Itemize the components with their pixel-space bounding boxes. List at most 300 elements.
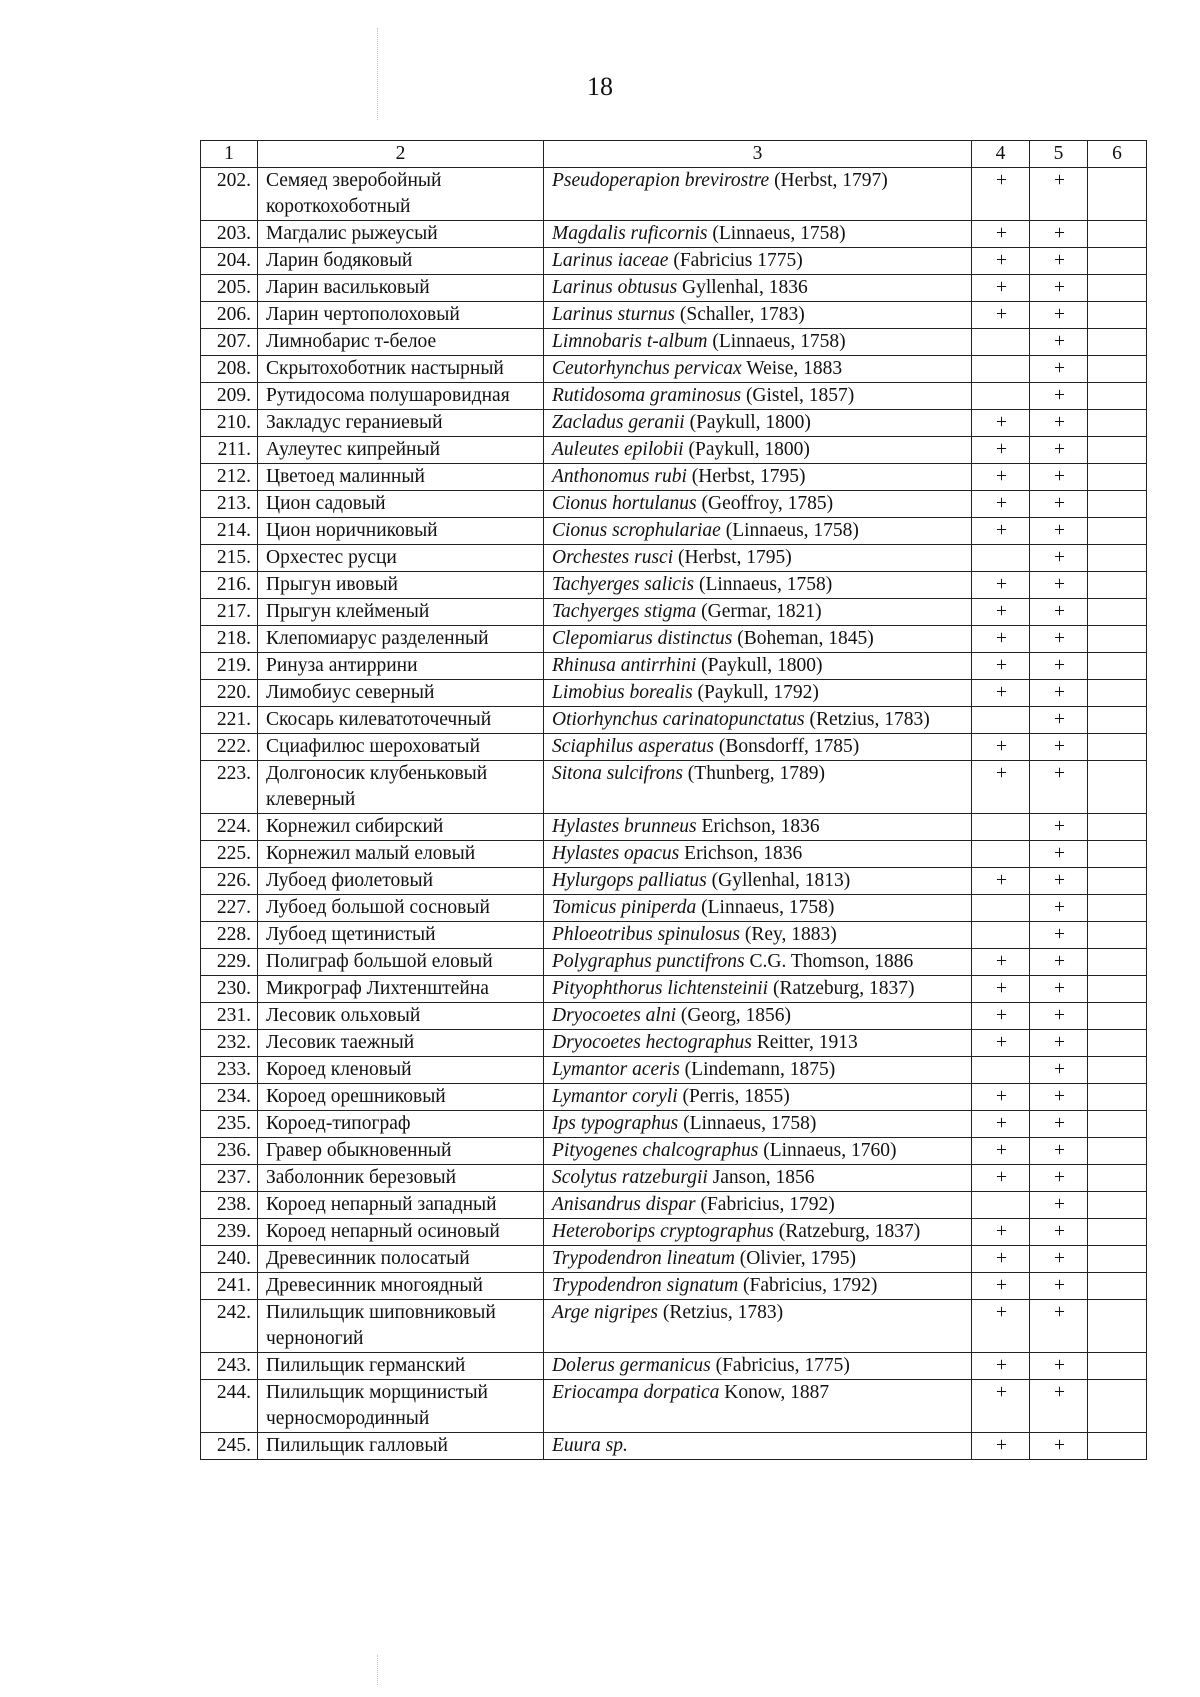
table-row (201, 1057, 1147, 1084)
latin-name-cell (544, 383, 972, 410)
author-year: (Retzius, 1783) (662, 1302, 784, 1323)
latin-name: Cionus hortulanus (552, 493, 697, 514)
column-6-mark (1088, 168, 1147, 221)
latin-name-cell (544, 437, 972, 464)
author-year: (Georg, 1856) (680, 1005, 792, 1026)
column-6-mark (1088, 707, 1147, 734)
column-5-mark: + (1030, 1300, 1088, 1353)
column-5-mark: + (1030, 248, 1088, 275)
column-6-mark (1088, 464, 1147, 491)
latin-name: Lymantor coryli (552, 1086, 678, 1107)
column-4-mark: + (972, 1138, 1030, 1165)
row-number: 237. (201, 1165, 258, 1192)
table-row (201, 329, 1147, 356)
table-row (201, 841, 1147, 868)
latin-name-cell (544, 922, 972, 949)
column-4-mark: + (972, 572, 1030, 599)
author-year: (Ratzeburg, 1837) (778, 1221, 921, 1242)
column-5-mark: + (1030, 653, 1088, 680)
latin-name: Trypodendron signatum (552, 1275, 739, 1296)
latin-name-cell (544, 707, 972, 734)
column-4-mark: + (972, 302, 1030, 329)
column-6-mark (1088, 302, 1147, 329)
author-year: (Fabricius 1775) (673, 250, 803, 271)
row-number: 216. (201, 572, 258, 599)
russian-name: Пилильщик шиповниковый черноногий (258, 1300, 544, 1353)
latin-name-cell (544, 1300, 972, 1353)
column-4-mark: + (972, 1246, 1030, 1273)
latin-name: Arge nigripes (552, 1302, 658, 1323)
row-number: 223. (201, 761, 258, 814)
russian-name: Скрытохоботник настырный (258, 356, 544, 383)
column-5-mark: + (1030, 1165, 1088, 1192)
column-6-mark (1088, 1219, 1147, 1246)
latin-name-cell (544, 1433, 972, 1460)
russian-name: Клепомиарус разделенный (258, 626, 544, 653)
latin-name: Limnobaris t-album (552, 331, 708, 352)
author-year: (Linnaeus, 1758) (712, 331, 846, 352)
russian-name: Цветоед малинный (258, 464, 544, 491)
row-number: 213. (201, 491, 258, 518)
russian-name: Лубоед щетинистый (258, 922, 544, 949)
table-row (201, 356, 1147, 383)
russian-name: Долгоносик клубеньковый клеверный (258, 761, 544, 814)
author-year: (Olivier, 1795) (739, 1248, 856, 1269)
header-col-6: 6 (1088, 141, 1147, 168)
table-row (201, 1300, 1147, 1353)
column-5-mark: + (1030, 1138, 1088, 1165)
latin-name-cell (544, 329, 972, 356)
column-6-mark (1088, 976, 1147, 1003)
header-row (201, 141, 1147, 168)
column-4-mark: + (972, 976, 1030, 1003)
latin-name: Ips typographus (552, 1113, 679, 1134)
latin-name-cell (544, 1138, 972, 1165)
column-6-mark (1088, 680, 1147, 707)
row-number: 212. (201, 464, 258, 491)
russian-name: Цион садовый (258, 491, 544, 518)
author-year: C.G. Thomson, 1886 (749, 951, 914, 972)
russian-name: Магдалис рыжеусый (258, 221, 544, 248)
table-row (201, 1353, 1147, 1380)
russian-name: Пилильщик германский (258, 1353, 544, 1380)
column-5-mark: + (1030, 356, 1088, 383)
column-4-mark: + (972, 464, 1030, 491)
column-6-mark (1088, 761, 1147, 814)
column-6-mark (1088, 895, 1147, 922)
russian-name: Заболонник березовый (258, 1165, 544, 1192)
species-table (200, 140, 1147, 1460)
row-number: 220. (201, 680, 258, 707)
author-year: (Thunberg, 1789) (687, 763, 825, 784)
latin-name: Tomicus piniperda (552, 897, 697, 918)
column-6-mark (1088, 1353, 1147, 1380)
column-5-mark: + (1030, 1111, 1088, 1138)
latin-name-cell (544, 841, 972, 868)
latin-name-cell (544, 1111, 972, 1138)
author-year: Gyllenhal, 1836 (682, 277, 808, 298)
latin-name-cell (544, 545, 972, 572)
column-5-mark: + (1030, 1353, 1088, 1380)
column-4-mark: + (972, 248, 1030, 275)
column-6-mark (1088, 814, 1147, 841)
latin-name: Anisandrus dispar (552, 1194, 696, 1215)
column-6-mark (1088, 491, 1147, 518)
author-year: (Lindemann, 1875) (684, 1059, 836, 1080)
russian-name: Гравер обыкновенный (258, 1138, 544, 1165)
latin-name-cell (544, 1003, 972, 1030)
table-row (201, 545, 1147, 572)
latin-name-cell (544, 1192, 972, 1219)
russian-name: Скосарь килеватоточечный (258, 707, 544, 734)
column-4-mark (972, 545, 1030, 572)
latin-name: Pityogenes chalcographus (552, 1140, 759, 1161)
latin-name: Hylastes opacus (552, 843, 680, 864)
column-6-mark (1088, 329, 1147, 356)
column-4-mark: + (972, 1030, 1030, 1057)
latin-name: Sitona sulcifrons (552, 763, 683, 784)
latin-name: Scolytus ratzeburgii (552, 1167, 708, 1188)
row-number: 243. (201, 1353, 258, 1380)
column-5-mark: + (1030, 895, 1088, 922)
latin-name-cell (544, 518, 972, 545)
row-number: 240. (201, 1246, 258, 1273)
header-col-1: 1 (201, 141, 258, 168)
russian-name: Цион норичниковый (258, 518, 544, 545)
latin-name-cell (544, 976, 972, 1003)
latin-name: Heteroborips cryptographus (552, 1221, 774, 1242)
latin-name-cell (544, 1380, 972, 1433)
column-6-mark (1088, 1300, 1147, 1353)
column-4-mark: + (972, 491, 1030, 518)
column-6-mark (1088, 572, 1147, 599)
row-number: 238. (201, 1192, 258, 1219)
author-year: (Germar, 1821) (701, 601, 822, 622)
column-4-mark: + (972, 868, 1030, 895)
russian-name: Семяед зверобойный короткохоботный (258, 168, 544, 221)
latin-name: Zacladus geranii (552, 412, 685, 433)
author-year: (Bonsdorff, 1785) (718, 736, 860, 757)
author-year: (Boheman, 1845) (737, 628, 874, 649)
column-5-mark: + (1030, 518, 1088, 545)
column-6-mark (1088, 1057, 1147, 1084)
latin-name: Orchestes rusci (552, 547, 674, 568)
author-year: (Retzius, 1783) (809, 709, 930, 730)
russian-name: Полиграф большой еловый (258, 949, 544, 976)
row-number: 226. (201, 868, 258, 895)
column-5-mark: + (1030, 1192, 1088, 1219)
row-number: 222. (201, 734, 258, 761)
author-year: (Linnaeus, 1758) (683, 1113, 817, 1134)
author-year: Janson, 1856 (712, 1167, 815, 1188)
column-6-mark (1088, 221, 1147, 248)
row-number: 202. (201, 168, 258, 221)
table-row (201, 572, 1147, 599)
table-row (201, 518, 1147, 545)
latin-name-cell (544, 1219, 972, 1246)
column-5-mark: + (1030, 1273, 1088, 1300)
author-year: (Geoffroy, 1785) (701, 493, 834, 514)
table-row (201, 1380, 1147, 1433)
row-number: 239. (201, 1219, 258, 1246)
column-4-mark: + (972, 626, 1030, 653)
column-4-mark: + (972, 1111, 1030, 1138)
latin-name-cell (544, 599, 972, 626)
russian-name: Лесовик таежный (258, 1030, 544, 1057)
row-number: 210. (201, 410, 258, 437)
russian-name: Пилильщик морщинистый черносмородинный (258, 1380, 544, 1433)
author-year: Weise, 1883 (746, 358, 843, 379)
author-year: (Perris, 1855) (682, 1086, 790, 1107)
header-col-2: 2 (258, 141, 544, 168)
table-row (201, 1138, 1147, 1165)
column-4-mark: + (972, 518, 1030, 545)
column-6-mark (1088, 437, 1147, 464)
russian-name: Ринуза антиррини (258, 653, 544, 680)
column-5-mark: + (1030, 1057, 1088, 1084)
column-5-mark: + (1030, 383, 1088, 410)
row-number: 204. (201, 248, 258, 275)
column-6-mark (1088, 518, 1147, 545)
latin-name: Trypodendron lineatum (552, 1248, 735, 1269)
row-number: 241. (201, 1273, 258, 1300)
column-6-mark (1088, 949, 1147, 976)
latin-name-cell (544, 734, 972, 761)
author-year: Erichson, 1836 (701, 816, 820, 837)
row-number: 205. (201, 275, 258, 302)
column-5-mark: + (1030, 275, 1088, 302)
table-row (201, 1219, 1147, 1246)
latin-name-cell (544, 464, 972, 491)
column-4-mark (972, 383, 1030, 410)
column-5-mark: + (1030, 572, 1088, 599)
author-year: (Linnaeus, 1758) (725, 520, 859, 541)
column-6-mark (1088, 1165, 1147, 1192)
column-4-mark (972, 356, 1030, 383)
column-4-mark: + (972, 1219, 1030, 1246)
column-5-mark: + (1030, 814, 1088, 841)
latin-name: Clepomiarus distinctus (552, 628, 733, 649)
row-number: 214. (201, 518, 258, 545)
row-number: 229. (201, 949, 258, 976)
column-5-mark: + (1030, 1433, 1088, 1460)
row-number: 233. (201, 1057, 258, 1084)
author-year: (Gyllenhal, 1813) (711, 870, 851, 891)
column-4-mark: + (972, 949, 1030, 976)
russian-name: Лубоед большой сосновый (258, 895, 544, 922)
author-year: (Fabricius, 1792) (743, 1275, 878, 1296)
latin-name: Larinus sturnus (552, 304, 675, 325)
latin-name: Tachyerges stigma (552, 601, 697, 622)
column-4-mark: + (972, 653, 1030, 680)
latin-name: Magdalis ruficornis (552, 223, 708, 244)
table-row (201, 680, 1147, 707)
row-number: 242. (201, 1300, 258, 1353)
latin-name: Sciaphilus asperatus (552, 736, 714, 757)
table-row (201, 221, 1147, 248)
column-4-mark (972, 895, 1030, 922)
author-year: (Linnaeus, 1758) (701, 897, 835, 918)
column-6-mark (1088, 922, 1147, 949)
russian-name: Короед кленовый (258, 1057, 544, 1084)
row-number: 232. (201, 1030, 258, 1057)
column-5-mark: + (1030, 1246, 1088, 1273)
latin-name: Rutidosoma graminosus (552, 385, 742, 406)
column-6-mark (1088, 1380, 1147, 1433)
row-number: 235. (201, 1111, 258, 1138)
row-number: 206. (201, 302, 258, 329)
table-row (201, 410, 1147, 437)
latin-name: Hylastes brunneus (552, 816, 697, 837)
author-year: (Paykull, 1800) (701, 655, 823, 676)
author-year: (Herbst, 1795) (678, 547, 792, 568)
latin-name: Hylurgops palliatus (552, 870, 707, 891)
column-5-mark: + (1030, 707, 1088, 734)
column-4-mark (972, 841, 1030, 868)
column-6-mark (1088, 1433, 1147, 1460)
table-row (201, 1433, 1147, 1460)
table-row (201, 383, 1147, 410)
column-4-mark (972, 814, 1030, 841)
table-row (201, 1003, 1147, 1030)
column-6-mark (1088, 1030, 1147, 1057)
column-5-mark: + (1030, 922, 1088, 949)
table-row (201, 707, 1147, 734)
column-5-mark: + (1030, 868, 1088, 895)
table-row (201, 275, 1147, 302)
author-year: Reitter, 1913 (756, 1032, 858, 1053)
column-4-mark (972, 922, 1030, 949)
row-number: 224. (201, 814, 258, 841)
latin-name: Pityophthorus lichtensteinii (552, 978, 769, 999)
table-row (201, 1165, 1147, 1192)
row-number: 217. (201, 599, 258, 626)
scan-mark-bottom (377, 1655, 378, 1685)
russian-name: Корнежил сибирский (258, 814, 544, 841)
row-number: 231. (201, 1003, 258, 1030)
column-4-mark: + (972, 1353, 1030, 1380)
column-4-mark: + (972, 221, 1030, 248)
column-4-mark: + (972, 275, 1030, 302)
row-number: 218. (201, 626, 258, 653)
row-number: 208. (201, 356, 258, 383)
column-4-mark: + (972, 1273, 1030, 1300)
russian-name: Лимнобарис т-белое (258, 329, 544, 356)
column-6-mark (1088, 1192, 1147, 1219)
column-5-mark: + (1030, 1219, 1088, 1246)
column-5-mark: + (1030, 302, 1088, 329)
latin-name-cell (544, 868, 972, 895)
author-year: (Paykull, 1800) (689, 412, 811, 433)
row-number: 209. (201, 383, 258, 410)
column-4-mark (972, 707, 1030, 734)
table-row (201, 248, 1147, 275)
latin-name: Tachyerges salicis (552, 574, 695, 595)
column-6-mark (1088, 356, 1147, 383)
latin-name-cell (544, 1084, 972, 1111)
header-col-5: 5 (1030, 141, 1088, 168)
table-row (201, 761, 1147, 814)
row-number: 203. (201, 221, 258, 248)
latin-name-cell (544, 356, 972, 383)
column-4-mark: + (972, 1003, 1030, 1030)
column-4-mark: + (972, 680, 1030, 707)
column-5-mark: + (1030, 1003, 1088, 1030)
column-5-mark: + (1030, 329, 1088, 356)
column-5-mark: + (1030, 545, 1088, 572)
table-row (201, 895, 1147, 922)
column-5-mark: + (1030, 464, 1088, 491)
latin-name-cell (544, 895, 972, 922)
column-6-mark (1088, 841, 1147, 868)
column-4-mark: + (972, 1165, 1030, 1192)
russian-name: Древесинник многоядный (258, 1273, 544, 1300)
column-6-mark (1088, 1111, 1147, 1138)
latin-name: Lymantor aceris (552, 1059, 680, 1080)
row-number: 228. (201, 922, 258, 949)
column-5-mark: + (1030, 1380, 1088, 1433)
table-row (201, 949, 1147, 976)
table-row (201, 491, 1147, 518)
author-year: (Linnaeus, 1758) (712, 223, 846, 244)
latin-name-cell (544, 1057, 972, 1084)
column-4-mark: + (972, 599, 1030, 626)
russian-name: Короед-типограф (258, 1111, 544, 1138)
author-year: Konow, 1887 (724, 1382, 830, 1403)
row-number: 234. (201, 1084, 258, 1111)
column-6-mark (1088, 1084, 1147, 1111)
row-number: 227. (201, 895, 258, 922)
column-5-mark: + (1030, 1030, 1088, 1057)
row-number: 244. (201, 1380, 258, 1433)
author-year: (Linnaeus, 1758) (698, 574, 833, 595)
author-year: (Herbst, 1797) (774, 170, 888, 191)
table-row (201, 1246, 1147, 1273)
latin-name-cell (544, 491, 972, 518)
column-5-mark: + (1030, 437, 1088, 464)
table-body (201, 168, 1147, 1460)
column-4-mark (972, 329, 1030, 356)
column-6-mark (1088, 653, 1147, 680)
author-year: (Fabricius, 1792) (700, 1194, 835, 1215)
latin-name-cell (544, 410, 972, 437)
column-4-mark: + (972, 1084, 1030, 1111)
latin-name: Cionus scrophulariae (552, 520, 721, 541)
column-5-mark: + (1030, 168, 1088, 221)
column-5-mark: + (1030, 734, 1088, 761)
column-6-mark (1088, 383, 1147, 410)
latin-name: Rhinusa antirrhini (552, 655, 697, 676)
latin-name-cell (544, 248, 972, 275)
column-6-mark (1088, 545, 1147, 572)
column-5-mark: + (1030, 599, 1088, 626)
row-number: 219. (201, 653, 258, 680)
column-6-mark (1088, 410, 1147, 437)
column-4-mark: + (972, 410, 1030, 437)
row-number: 211. (201, 437, 258, 464)
column-4-mark: + (972, 1300, 1030, 1353)
russian-name: Ларин бодяковый (258, 248, 544, 275)
column-4-mark: + (972, 1380, 1030, 1433)
latin-name: Auleutes epilobii (552, 439, 684, 460)
table-header (201, 141, 1147, 168)
latin-name-cell (544, 653, 972, 680)
author-year: (Herbst, 1795) (691, 466, 806, 487)
column-5-mark: + (1030, 221, 1088, 248)
latin-name-cell (544, 1353, 972, 1380)
row-number: 207. (201, 329, 258, 356)
table-row (201, 168, 1147, 221)
